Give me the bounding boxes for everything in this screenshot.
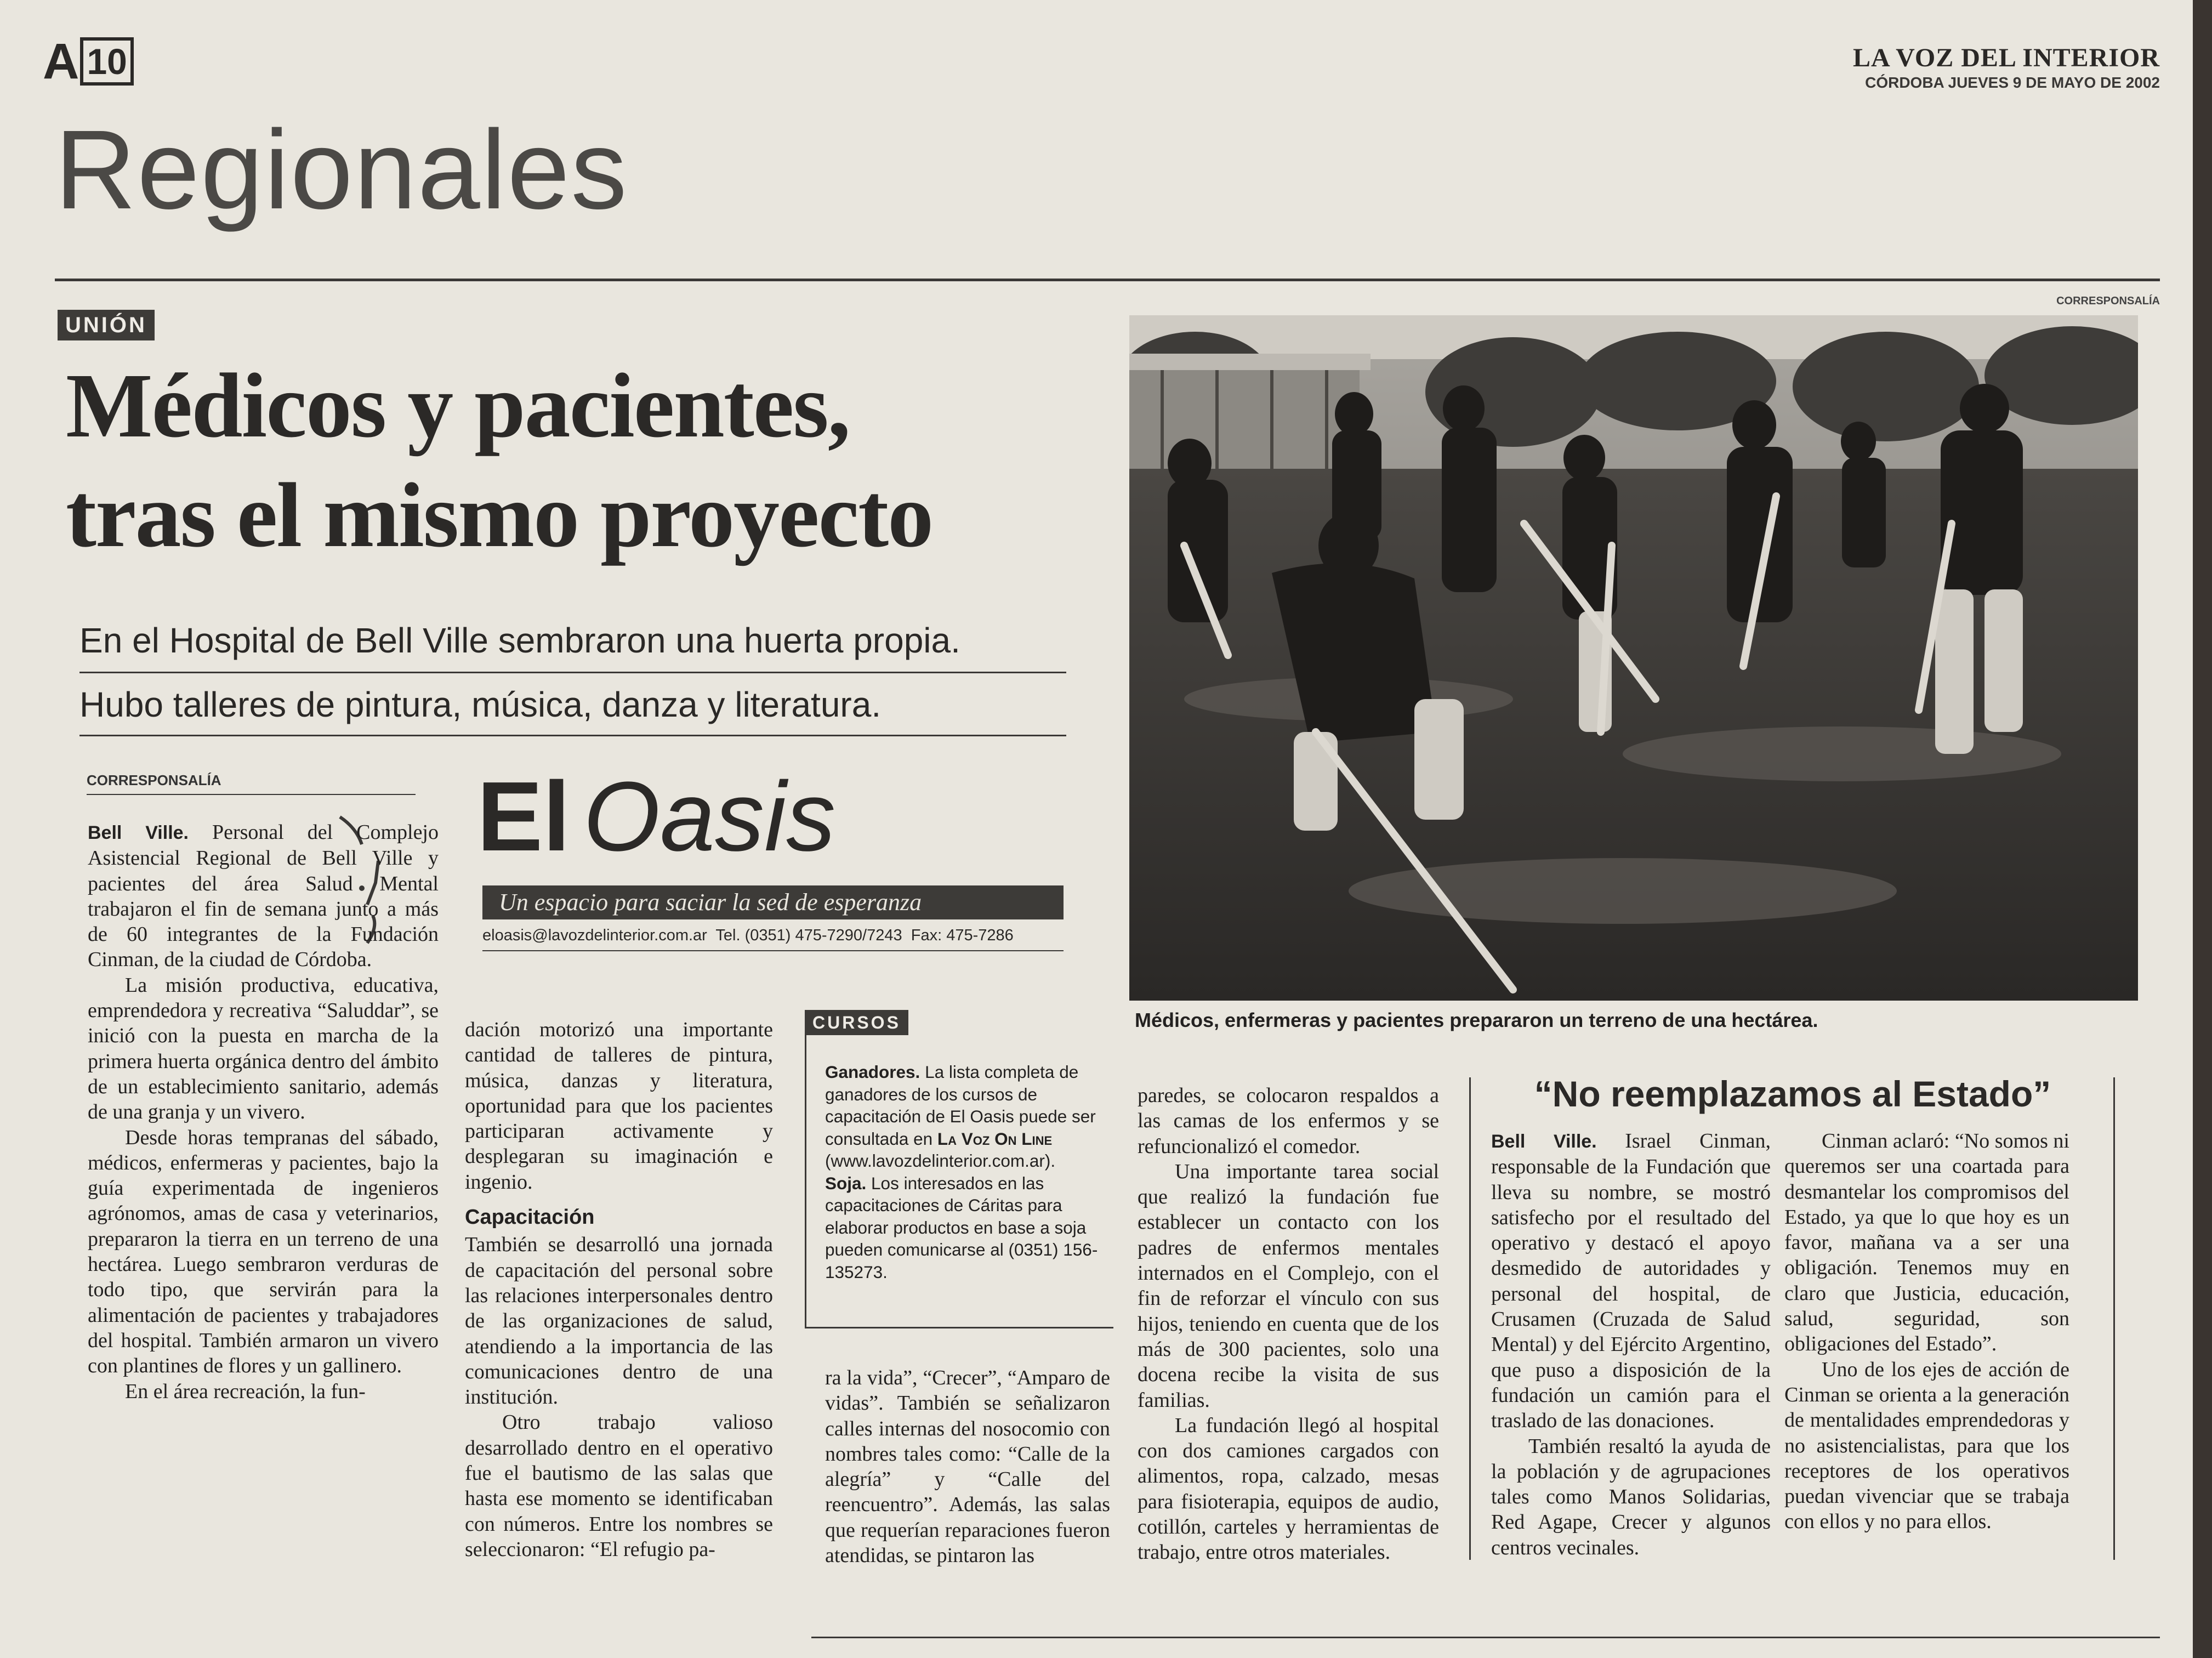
sidebar-headline: “No reemplazamos al Estado” xyxy=(1534,1074,2051,1114)
deck-line-2: Hubo talleres de pintura, música, danza y literatura. xyxy=(79,685,882,724)
cursos-item-ganadores-title: Ganadores. xyxy=(825,1062,920,1082)
sidebar-col2-para-1: Cinman aclaró: “No somos ni queremos ser una coartada para desmantelar los compromisos del Estado, ya que lo que hoy es un favor, mañana va a ser una obligación. Tenemos muy en claro que Justicia, educación, salud, seguridad, son obligaciones del Estado”. xyxy=(1784,1129,2069,1356)
col2-para-2: También se desarrolló una jornada de capacitación del personal sobre las relaciones interpersonales dentro de las organizaciones de salud, atendiendo a la importancia de las comunicaciones dentro de una institución. xyxy=(465,1233,773,1409)
col1-para-4: En el área recreación, la fun- xyxy=(125,1379,366,1403)
sidebar-column-1 xyxy=(1491,1128,1771,1560)
cursos-content xyxy=(825,1061,1105,1283)
oasis-tagline: Un espacio para saciar la sed de esperanza xyxy=(499,889,922,916)
article-column-3 xyxy=(825,1365,1110,1568)
page-badge-number: 10 xyxy=(80,37,133,86)
newspaper-name: LA VOZ DEL INTERIOR xyxy=(1853,43,2160,72)
oasis-rule xyxy=(482,950,1064,951)
headline xyxy=(66,351,1107,570)
kicker-tag: UNIÓN xyxy=(58,310,155,340)
sidebar-column-2 xyxy=(1784,1128,2069,1535)
page-badge xyxy=(43,34,134,89)
col4-para-1: paredes, se colocaron respaldos a las camas de los enfermos y se refuncionalizó el comedor. xyxy=(1138,1084,1439,1158)
col2-para-1: dación motorizó una importante cantidad de talleres de pintura, música, danzas y literatura, oportunidad para que los pacientes participaran activamente y desplegaran su imaginación e ingenio. xyxy=(465,1018,773,1194)
oasis-contact: eloasis@lavozdelinterior.com.ar Tel. (0351) 475-7290/7243 Fax: 475-7286 xyxy=(482,927,1014,944)
cursos-item-soja-text: Los interesados en las capacitaciones de Cáritas para elaborar productos en base a soja pueden comunicarse al (0351) 156-135273. xyxy=(825,1173,1098,1282)
section-rule xyxy=(55,279,2160,281)
byline: CORRESPONSALÍA xyxy=(87,772,221,788)
col3-para-1: ra la vida”, “Crecer”, “Amparo de vidas”. También se señalizaron calles internas del nosocomio con nombres tales como: “Calle de la alegría” y “Calle del reencuentro”. Además, las salas que requerían reparaciones fueron atendidas, se pintaron las xyxy=(825,1366,1110,1568)
col1-para-3: Desde horas tempranas del sábado, médicos, enfermeras y pacientes, bajo la guía experimentada de ingenieros agrónomos, amas de casa y veterinarios, prepararon la tierra en un terreno de una hectárea. Luego sembraron verduras de todo tipo, que servirán para la alimentación de pacientes y trabajadores del hospital. También armaron un vivero con plantines de flores y un gallinero. xyxy=(88,1126,439,1378)
sidebar-col1-para-2: También resaltó la ayuda de la población y de agrupaciones tales como Manos Solidarias, Red Agape, Crecer y algunos centros vecinales. xyxy=(1491,1434,1771,1559)
cursos-item-brand: La Voz On Line xyxy=(937,1128,1053,1149)
cursos-item-soja xyxy=(825,1172,1105,1284)
cursos-tag: CURSOS xyxy=(805,1010,908,1035)
oasis-logo xyxy=(477,762,1069,872)
article-column-4 xyxy=(1138,1083,1439,1565)
col4-para-2: Una importante tarea social que realizó la fundación fue establecer un contacto con los padres de enfermos mentales internados en el Complejo, con el fin de reforzar el vínculo con sus hijos, teniendo en cuenta que de los más de 300 pacientes, solo una docena recibe la visita de sus familias. xyxy=(1138,1160,1439,1412)
deck-line-1: En el Hospital de Bell Ville sembraron una huerta propia. xyxy=(79,621,960,660)
headline-line-2: tras el mismo proyecto xyxy=(66,464,933,566)
sidebar-col1-text-1: Israel Cinman, responsable de la Fundación que lleva su nombre, se mostró satisfecho por el resultado del operativo y destacó el apoyo desmedido de autoridades y personal del hospital, de Crusamen (Cruzada de Salud Mental) y del Ejército Argentino, que puso a disposición de la fundación un camión para el traslado de las donaciones. xyxy=(1491,1129,1771,1433)
deck-rule-bottom xyxy=(79,735,1066,736)
sidebar-dateline-lead: Bell Ville. xyxy=(1491,1131,1597,1152)
bottom-rule xyxy=(811,1637,2160,1638)
col1-text-1: Personal del Complejo Asistencial Regional de Bell Ville y pacientes del área Salud Mental trabajaron el fin de semana junto a más de 60 integrantes de la Fundación Cinman, de la ciudad de Córdoba. xyxy=(88,821,439,972)
oasis-title-el: El xyxy=(477,762,571,872)
byline-rule xyxy=(87,794,416,795)
cursos-item-ganadores-text: La lista completa de ganadores de los cursos de capacitación de El Oasis puede ser consultada en xyxy=(825,1062,1096,1149)
col1-para-2: La misión productiva, educativa, emprendedora y recreativa “Saluddar”, se inició con la puesta en marcha de la primera huerta orgánica dentro del ámbito de un establecimiento sanitario, además de una granja y un vivero. xyxy=(88,973,439,1124)
sidebar-col2-para-2: Uno de los ejes de acción de Cinman se orienta a la generación de mentalidades emprendedoras y no asistencialistas, para que los receptores de los operativos puedan vivenciar que se trabaja con ellos y no para ellos. xyxy=(1784,1358,2069,1534)
sidebar-rule-right xyxy=(2113,1077,2115,1560)
dateline: CÓRDOBA JUEVES 9 DE MAYO DE 2002 xyxy=(1865,74,2160,91)
dateline-lead: Bell Ville. xyxy=(88,822,189,843)
col2-subhead: Capacitación xyxy=(465,1206,595,1229)
news-photo-gardening xyxy=(1129,315,2138,1001)
col1-para-1 xyxy=(88,820,439,973)
page-badge-letter: A xyxy=(43,33,79,89)
oasis-title-oasis: Oasis xyxy=(583,762,836,872)
sidebar-rule-left xyxy=(1469,1077,1471,1560)
cursos-item-ganadores xyxy=(825,1061,1105,1172)
oasis-tagline-bar xyxy=(482,885,1064,919)
photo-credit: CORRESPONSALÍA xyxy=(2056,295,2160,307)
col4-para-3: La fundación llegó al hospital con dos camiones cargados con alimentos, ropa, calzado, mesas para fisioterapia, equipos de audio, cotillón, carteles y herramientas de trabajo, entre otros materiales. xyxy=(1138,1413,1439,1564)
photo-caption: Médicos, enfermeras y pacientes prepararon un terreno de una hectárea. xyxy=(1135,1009,1818,1031)
cursos-item-soja-title: Soja. xyxy=(825,1173,867,1193)
col2-para-3: Otro trabajo valioso desarrollado dentro en el operativo fue el bautismo de las salas que hasta ese momento se identificaban con números. Entre los nombres se seleccionaron: “El refugio pa- xyxy=(465,1411,773,1561)
section-title: Regionales xyxy=(55,107,628,232)
article-column-1 xyxy=(88,820,439,1404)
sidebar-col1-para-1 xyxy=(1491,1128,1771,1434)
headline-line-1: Médicos y pacientes, xyxy=(66,355,850,457)
cursos-item-url: (www.lavozdelinterior.com.ar). xyxy=(825,1151,1056,1171)
article-column-2 xyxy=(465,1017,773,1562)
deck-rule xyxy=(79,672,1066,673)
